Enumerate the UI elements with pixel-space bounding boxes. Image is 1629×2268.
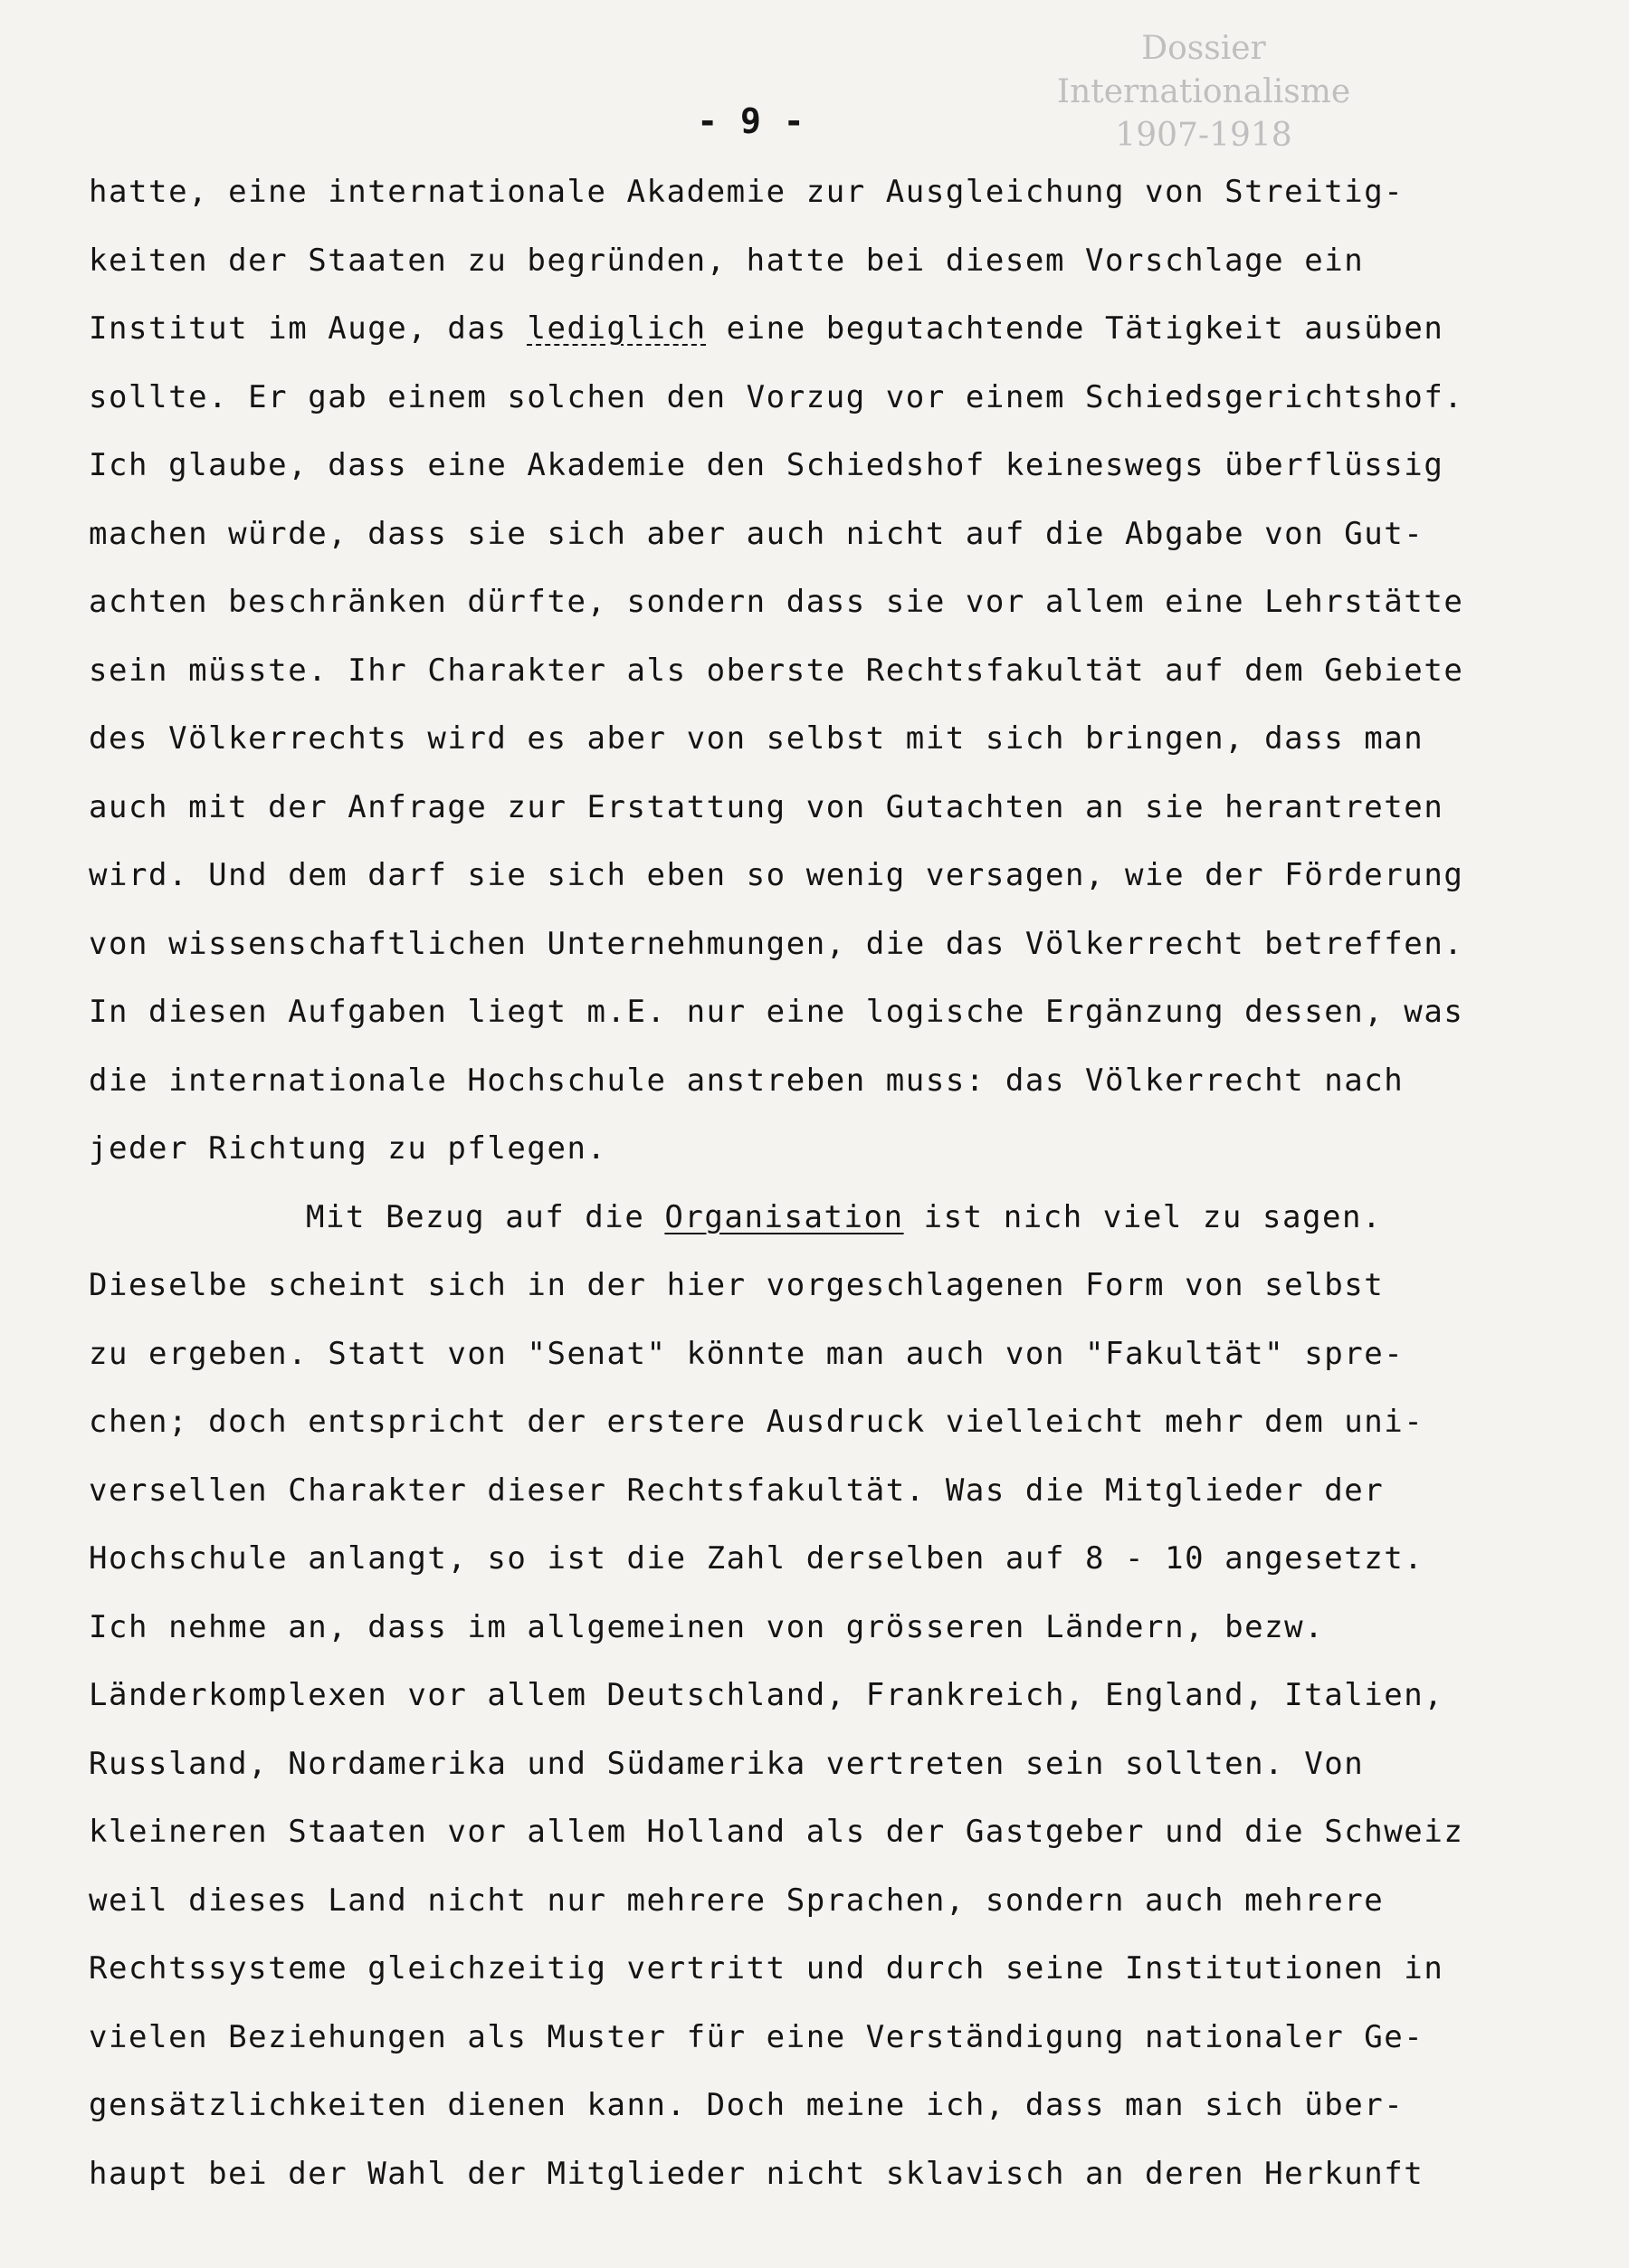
text-line: Hochschule anlangt, so ist die Zahl derselben auf 8 - 10 angesetzt. [89,1540,1424,1577]
text-line: Länderkomplexen vor allem Deutschland, Frankreich, England, Italien, [89,1677,1444,1713]
text-segment: eine begutachtende Tätigkeit ausüben [706,310,1444,347]
stamp-line-1: Dossier [1141,30,1266,67]
text-line: von wissenschaftlichen Unternehmungen, die das Völkerrecht betreffen. [89,925,1464,962]
text-line: keiten der Staaten zu begründen, hatte bei diesem Vorschlage ein [89,242,1365,279]
text-line: haupt bei der Wahl der Mitglieder nicht sklavisch an deren Herkunft [89,2155,1424,2192]
text-line: weil dieses Land nicht nur mehrere Sprachen, sondern auch mehrere [89,1882,1385,1919]
text-line: Dieselbe scheint sich in der hier vorgeschlagenen Form von selbst [89,1267,1385,1303]
stamp-line-3: 1907-1918 [1115,117,1292,154]
text-segment: ist nich viel zu sagen. [903,1198,1383,1235]
text-line [89,295,1546,364]
text-line: gensätzlichkeiten dienen kann. Doch meine ich, dass man sich über- [89,2087,1405,2123]
text-line: Ich glaube, dass eine Akademie den Schiedshof keineswegs überflüssig [89,447,1444,483]
emphasized-word: Organisation [664,1198,904,1235]
page-number: - 9 - [697,101,805,141]
text-line: jeder Richtung zu pflegen. [89,1130,607,1167]
text-line: sein müsste. Ihr Charakter als oberste Rechtsfakultät auf dem Gebiete [89,652,1464,689]
text-line: zu ergeben. Statt von "Senat" könnte man auch von "Fakultät" spre- [89,1335,1405,1372]
emphasized-word: lediglich [527,310,707,347]
text-line: auch mit der Anfrage zur Erstattung von Gutachten an sie herantreten [89,788,1444,825]
text-segment: Institut im Auge, das [89,310,528,347]
text-line: Ich nehme an, dass im allgemeinen von grösseren Ländern, bezw. [89,1608,1325,1645]
text-line: achten beschränken dürfte, sondern dass sie vor allem eine Lehrstätte [89,584,1464,620]
text-segment: Mit Bezug auf die [306,1198,665,1235]
text-line: die internationale Hochschule anstreben muss: das Völkerrecht nach [89,1062,1405,1099]
text-line: sollte. Er gab einem solchen den Vorzug vor einem Schiedsgerichtshof. [89,378,1464,415]
text-line [89,1184,1546,1253]
stamp-line-2: Internationalisme [1056,73,1351,110]
text-line: Russland, Nordamerika und Südamerika vertreten sein sollten. Von [89,1745,1365,1782]
text-line: vielen Beziehungen als Muster für eine Verständigung nationaler Ge- [89,2018,1424,2055]
text-line: hatte, eine internationale Akademie zur Ausgleichung von Streitig- [89,174,1405,210]
text-line: versellen Charakter dieser Rechtsfakultät. Was die Mitglieder der [89,1472,1385,1509]
text-line: kleineren Staaten vor allem Holland als der Gastgeber und die Schweiz [89,1814,1464,1850]
text-line: Rechtssysteme gleichzeitig vertritt und durch seine Institutionen in [89,1950,1444,1987]
text-line: des Völkerrechts wird es aber von selbst mit sich bringen, dass man [89,720,1424,757]
text-line: In diesen Aufgaben liegt m.E. nur eine logische Ergänzung dessen, was [89,994,1464,1030]
body-text [89,158,1546,2208]
text-line: chen; doch entspricht der erstere Ausdruck vielleicht mehr dem uni- [89,1404,1424,1440]
text-line: machen würde, dass sie sich aber auch nicht auf die Abgabe von Gut- [89,515,1424,552]
text-line: wird. Und dem darf sie sich eben so wenig versagen, wie der Förderung [89,857,1464,893]
